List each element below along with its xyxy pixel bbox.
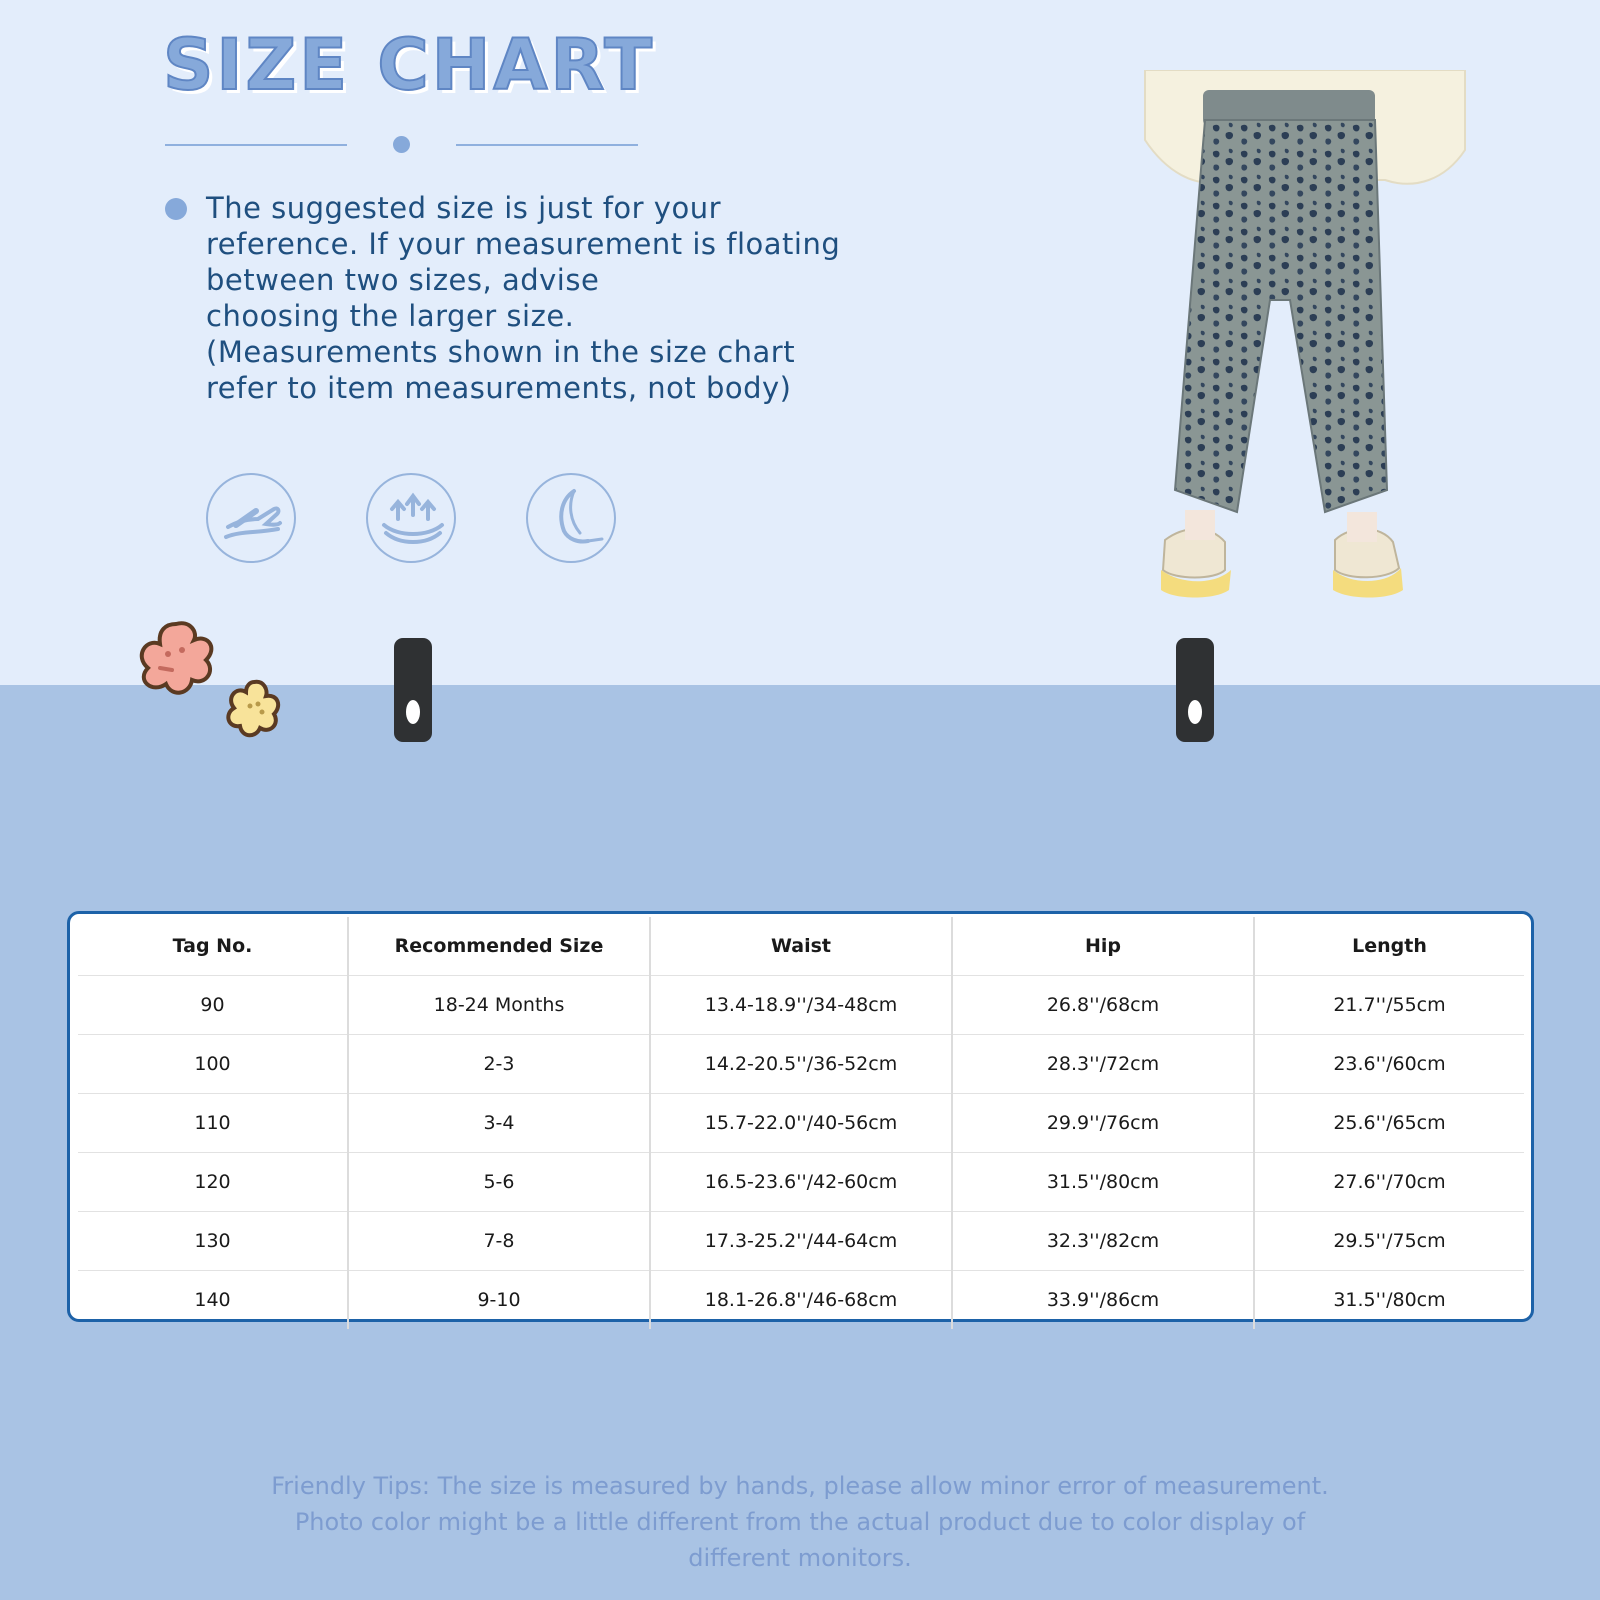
cell-waist: 18.1-26.8''/46-68cm [650, 1271, 952, 1330]
cell-recommended-size: 7-8 [348, 1212, 650, 1271]
cell-length: 23.6''/60cm [1254, 1035, 1524, 1094]
hanger-clip-left [394, 638, 432, 742]
leopard-print-jeans-photo [1125, 70, 1485, 630]
cell-waist: 14.2-20.5''/36-52cm [650, 1035, 952, 1094]
cell-hip: 29.9''/76cm [952, 1094, 1254, 1153]
cell-hip: 28.3''/72cm [952, 1035, 1254, 1094]
cell-length: 27.6''/70cm [1254, 1153, 1524, 1212]
cell-tag-no: 110 [78, 1094, 348, 1153]
title-divider-right [456, 144, 638, 146]
cell-recommended-size: 9-10 [348, 1271, 650, 1330]
table-header-row [78, 917, 1524, 976]
cell-hip: 31.5''/80cm [952, 1153, 1254, 1212]
cell-length: 21.7''/55cm [1254, 976, 1524, 1035]
column-header-length: Length [1254, 917, 1524, 976]
size-table-card [67, 911, 1534, 1322]
stretch-arrows-icon [366, 473, 456, 563]
cell-waist: 17.3-25.2''/44-64cm [650, 1212, 952, 1271]
cell-length: 31.5''/80cm [1254, 1271, 1524, 1330]
column-header-waist: Waist [650, 917, 952, 976]
flower-decoration [120, 612, 300, 756]
column-header-recommended-size: Recommended Size [348, 917, 650, 976]
table-row [78, 1035, 1524, 1094]
cell-hip: 32.3''/82cm [952, 1212, 1254, 1271]
cell-tag-no: 90 [78, 976, 348, 1035]
cell-waist: 16.5-23.6''/42-60cm [650, 1153, 952, 1212]
column-header-tag-no: Tag No. [78, 917, 348, 976]
cell-tag-no: 130 [78, 1212, 348, 1271]
title-divider-dot [393, 136, 410, 153]
friendly-tips: Friendly Tips: The size is measured by hands, please allow minor error of measurement. Photo color might be a little different from the actual product due to color display of different monitors. [271, 1472, 1329, 1572]
cell-hip: 33.9''/86cm [952, 1271, 1254, 1330]
cell-recommended-size: 5-6 [348, 1153, 650, 1212]
table-row [78, 1094, 1524, 1153]
cell-waist: 15.7-22.0''/40-56cm [650, 1094, 952, 1153]
page-title: SIZE CHART [163, 24, 656, 106]
table-row [78, 1271, 1524, 1330]
cell-length: 29.5''/75cm [1254, 1212, 1524, 1271]
feather-icon [526, 473, 616, 563]
table-row [78, 1212, 1524, 1271]
cell-recommended-size: 2-3 [348, 1035, 650, 1094]
hand-soft-icon [206, 473, 296, 563]
table-row [78, 1153, 1524, 1212]
size-note: The suggested size is just for your reference. If your measurement is floating between two sizes, advise choosing the larger size. (Measurements shown in the size chart refer to item measurements, not body) [206, 191, 841, 405]
cell-tag-no: 140 [194, 1289, 231, 1311]
cell-recommended-size: 18-24 Months [348, 976, 650, 1035]
column-header-hip: Hip [952, 917, 1254, 976]
table-row [78, 976, 1524, 1035]
cell-tag-no: 120 [78, 1153, 348, 1212]
cell-waist: 13.4-18.9''/34-48cm [650, 976, 952, 1035]
title-divider-left [165, 144, 347, 146]
hanger-clip-right [1176, 638, 1214, 742]
cell-length: 25.6''/65cm [1254, 1094, 1524, 1153]
cell-recommended-size: 3-4 [348, 1094, 650, 1153]
cell-hip: 26.8''/68cm [952, 976, 1254, 1035]
cell-tag-no: 100 [78, 1035, 348, 1094]
size-table [78, 917, 1524, 1329]
note-bullet [165, 198, 187, 220]
